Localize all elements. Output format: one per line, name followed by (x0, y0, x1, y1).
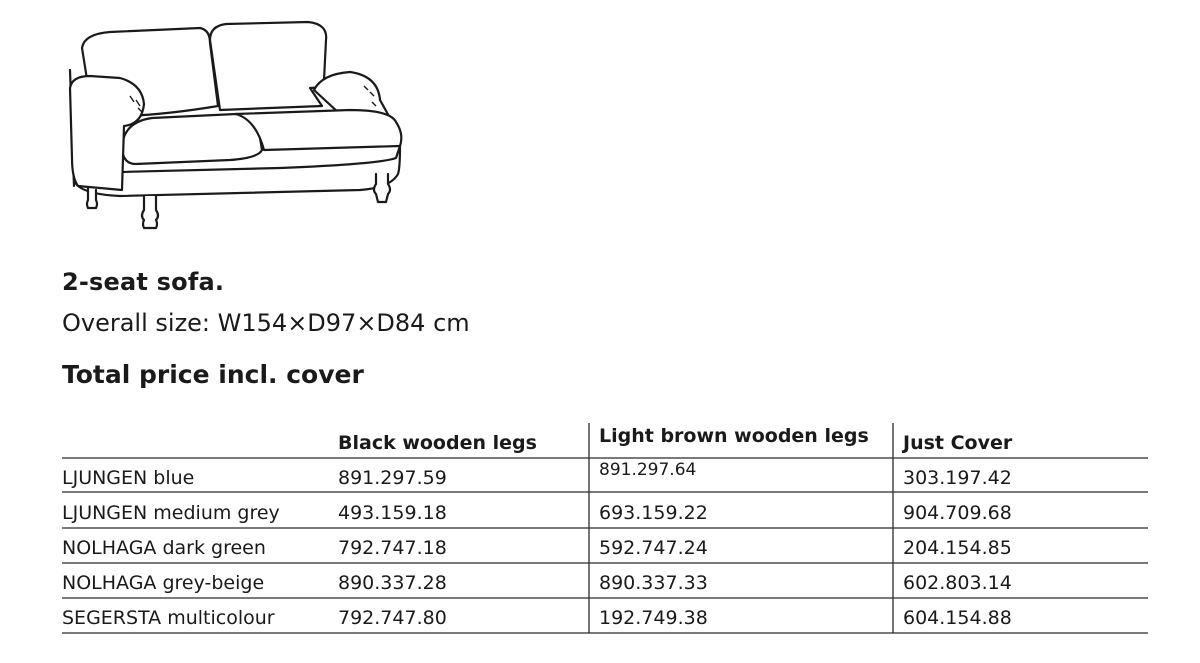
article-number: 890.337.28 (338, 572, 447, 594)
article-number: 604.154.88 (903, 607, 1012, 629)
row-name: LJUNGEN medium grey (62, 502, 280, 524)
article-number: 904.709.68 (903, 502, 1012, 524)
row-name: NOLHAGA dark green (62, 537, 266, 559)
article-number: 493.159.18 (338, 502, 447, 524)
row-name: NOLHAGA grey-beige (62, 572, 265, 594)
header-just-cover: Just Cover (903, 432, 1013, 454)
article-number: 792.747.18 (338, 537, 447, 559)
header-light-brown-legs: Light brown wooden legs (599, 425, 869, 447)
article-number: 204.154.85 (903, 537, 1012, 559)
row-name: LJUNGEN blue (62, 467, 195, 489)
price-heading: Total price incl. cover (62, 360, 364, 389)
article-number: 890.337.33 (599, 572, 708, 594)
article-number: 602.803.14 (903, 572, 1012, 594)
article-number: 792.747.80 (338, 607, 447, 629)
article-number: 192.749.38 (599, 607, 708, 629)
header-black-legs: Black wooden legs (338, 432, 537, 454)
row-name: SEGERSTA multicolour (62, 607, 275, 629)
article-number: 891.297.59 (338, 467, 447, 489)
article-number: 303.197.42 (903, 467, 1012, 489)
article-number: 592.747.24 (599, 537, 708, 559)
article-number: 891.297.64 (599, 460, 697, 480)
overall-size: Overall size: W154×D97×D84 cm (62, 309, 470, 337)
article-number: 693.159.22 (599, 502, 708, 524)
product-title: 2-seat sofa. (62, 268, 225, 296)
